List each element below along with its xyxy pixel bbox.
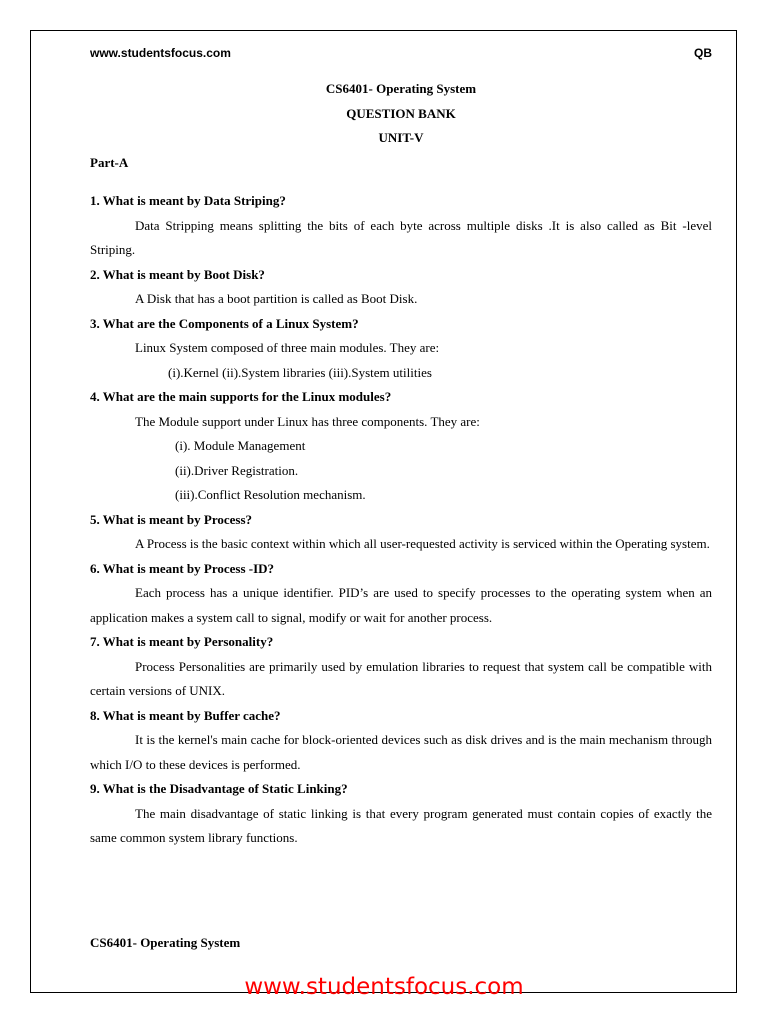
document-type-title: QUESTION BANK [346, 106, 456, 121]
question-3: 3. What are the Components of a Linux System? [90, 315, 359, 331]
question-6: 6. What is meant by Process -ID? [90, 560, 275, 576]
answer-1: Data Stripping means splitting the bits of each byte across multiple disks .It is also called as Bit -level Striping. [90, 217, 712, 257]
page-header [90, 46, 712, 64]
question-2: 2. What is meant by Boot Disk? [90, 266, 265, 282]
answer-9: The main disadvantage of static linking is that every program generated must contain copies of exactly the same common system library functions. [90, 805, 712, 845]
answer-4-item-2: (ii).Driver Registration. [175, 462, 299, 478]
part-heading: Part-A [90, 155, 129, 170]
question-8: 8. What is meant by Buffer cache? [90, 707, 281, 723]
answer-4: The Module support under Linux has three components. They are: [135, 413, 480, 429]
watermark-link[interactable]: www.studentsfocus.com [244, 974, 524, 1000]
answer-4-item-1: (i). Module Management [175, 438, 306, 453]
course-title: CS6401- Operating System [325, 81, 477, 96]
answer-7: Process Personalities are primarily used by emulation libraries to request that system call be compatible with certain versions of UNIX. [90, 658, 712, 698]
footer-course-title: CS6401- Operating System [90, 935, 241, 950]
question-4: 4. What are the main supports for the Linux modules? [90, 389, 392, 404]
question-1: 1. What is meant by Data Striping? [90, 193, 286, 208]
answer-4-item-3: (iii).Conflict Resolution mechanism. [175, 487, 366, 502]
answer-5: A Process is the basic context within which all user-requested activity is serviced within the Operating system. [135, 536, 710, 551]
question-5: 5. What is meant by Process? [90, 511, 253, 527]
question-9: 9. What is the Disadvantage of Static Linking? [90, 781, 348, 796]
unit-title: UNIT-V [378, 130, 424, 145]
answer-2: A Disk that has a boot partition is called as Boot Disk. [135, 291, 418, 306]
question-7: 7. What is meant by Personality? [90, 634, 274, 649]
answer-3: Linux System composed of three main modules. They are: [135, 340, 440, 355]
answer-3-item-1: (i).Kernel (ii).System libraries (iii).System utilities [168, 364, 432, 380]
header-tag: QB [694, 46, 712, 60]
header-site-url: www.studentsfocus.com [90, 46, 231, 60]
answer-8: It is the kernel's main cache for block-oriented devices such as disk drives and is the main mechanism through which I/O to these devices is performed. [90, 732, 712, 772]
question-list [90, 189, 712, 851]
answer-6: Each process has a unique identifier. PID’s are used to specify processes to the operating system when an application makes a system call to signal, modify or wait for another process. [90, 585, 712, 625]
